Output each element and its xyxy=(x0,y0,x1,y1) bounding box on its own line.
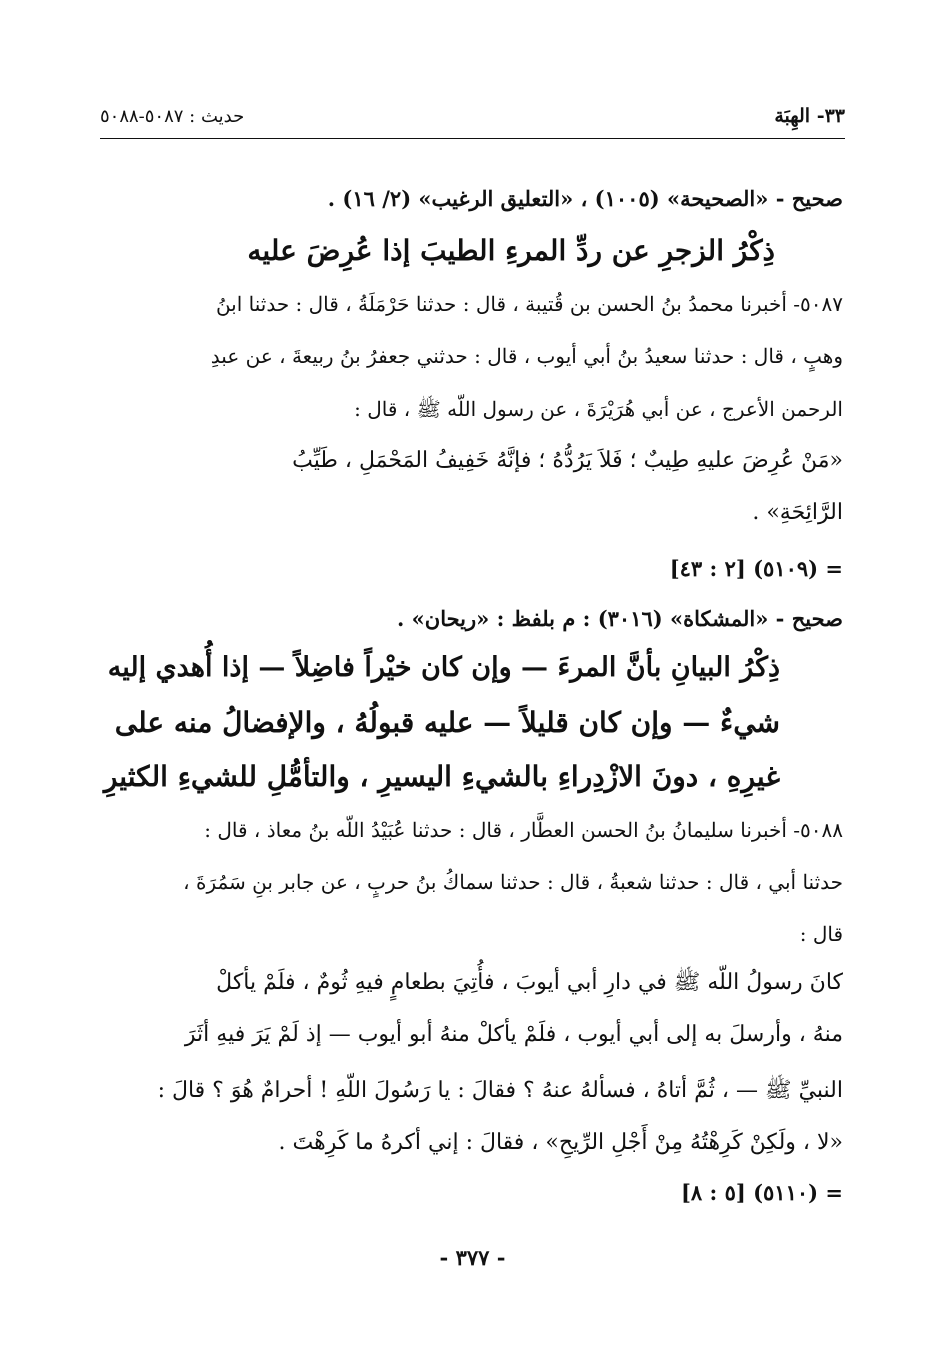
grade-note-1: صحيح - «الصحيحة» (١٠٠٥) ، «التعليق الرغيب» (٢/ ١٦) . xyxy=(327,186,843,211)
hadith-5087-matn-line-1: «مَنْ عُرِضَ عليهِ طِيبٌ ؛ فَلاَ يَرُدُّهُ ؛ فإنَّهُ خَفِيفُ المَحْمَلِ ، طَيِّبُ xyxy=(292,448,843,473)
hadith-5088-isnad-line-1: ٥٠٨٨- أخبرنا سليمانُ بنُ الحسن العطَّار ، قال : حدثنا عُبَيْدُ اللّه بنُ معاذ ، قال : xyxy=(204,818,843,842)
hadith-5088-isnad-line-3: قال : xyxy=(799,922,843,946)
section-title-2-line-1: ذِكْرُ البيانِ بأنَّ المرءَ — وإن كان خيْراً فاضِلاً — إذا أُهدي إليه xyxy=(107,652,780,683)
hadith-5088-isnad-line-2: حدثنا أبي ، قال : حدثنا شعبةُ ، قال : حدثنا سماكُ بنُ حربٍ ، عن جابر بنِ سَمُرَةَ ، xyxy=(183,870,843,894)
section-title-1: ذِكْرُ الزجرِ عن ردِّ المرءِ الطيبَ إذا عُرِضَ عليه xyxy=(247,234,775,267)
chapter-title: ٣٣- الهِبَة xyxy=(774,105,845,127)
hadith-range: حديث : ٥٠٨٧-٥٠٨٨ xyxy=(100,105,245,127)
hadith-5087-isnad-line-3: الرحمن الأعرج ، عن أبي هُرَيْرَةَ ، عن رسول اللّه ﷺ ، قال : xyxy=(354,397,843,421)
grade-note-2: صحيح - «المشكاة» (٣٠١٦) : م بلفظ : «ريحان» . xyxy=(397,606,843,631)
hadith-5087-isnad-line-1: ٥٠٨٧- أخبرنا محمدُ بنُ الحسن بن قُتيبة ، قال : حدثنا حَرْمَلَةُ ، قال : حدثنا ابنُ xyxy=(215,292,843,316)
hadith-5088-matn-line-2: منهُ ، وأرسلَ به إلى أبي أيوب ، فلَمْ يأكلْ منهُ أبو أيوب — إذ لَمْ يَرَ فيهِ أثَرَ xyxy=(184,1022,843,1047)
section-title-2-line-3: غيرِهِ ، دونَ الازْدِراءِ بالشيءِ اليسيرِ ، والتأمُّلِ للشيءِ الكثيرِ xyxy=(103,760,780,793)
hadith-5088-matn-line-4: «لا ، ولَكِنْ كَرِهْتُهُ مِنْ أَجْلِ الرِّيحِ» ، فقالَ : إني أكرهُ ما كَرِهْتَ . xyxy=(278,1130,843,1155)
section-title-2-line-2: شيءٌ — وإن كان قليلاً — عليه قبولُهُ ، والإفضالُ منه على xyxy=(114,706,780,739)
hadith-5088-matn-line-3: النبيِّ ﷺ — ، ثُمَّ أتاهُ ، فسألهُ عنهُ ؟ فقالَ : يا رَسُولَ اللّهِ ! أحرامٌ هُوَ ؟ قالَ : xyxy=(157,1078,843,1103)
hadith-5087-reference: = (٥١٠٩) [٢ : ٤٣] xyxy=(669,556,843,581)
hadith-5088-matn-line-1: كانَ رسولُ اللّه ﷺ في دارِ أبي أيوبَ ، فأُتِيَ بطعامٍ فيهِ ثُومٌ ، فلَمْ يأكلْ xyxy=(216,970,843,995)
hadith-5087-isnad-line-2: وهبٍ ، قال : حدثنا سعيدُ بنُ أبي أيوب ، قال : حدثني جعفرُ بنُ ربيعةَ ، عن عبدِ xyxy=(210,344,843,368)
page-number: - ٣٧٧ - xyxy=(439,1245,506,1270)
page-header xyxy=(100,98,845,134)
header-divider xyxy=(100,138,845,139)
hadith-5088-reference: = (٥١١٠) [٥ : ٨] xyxy=(680,1180,843,1205)
hadith-5087-matn-line-2: الرَّائِحَةِ» . xyxy=(752,500,843,525)
